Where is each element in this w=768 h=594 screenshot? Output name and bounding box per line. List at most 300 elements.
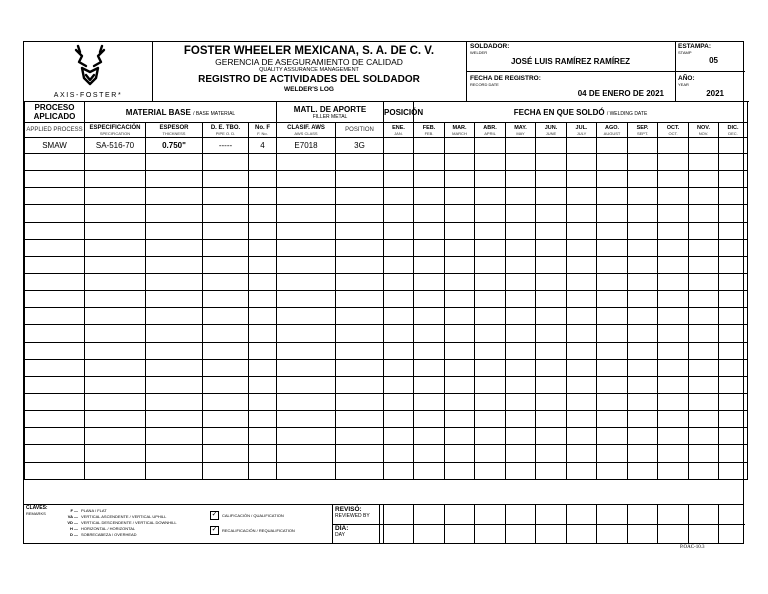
cell-aws[interactable] — [277, 256, 336, 273]
cell-f-no[interactable] — [249, 291, 277, 308]
cell-month[interactable] — [567, 308, 597, 325]
cell-month[interactable] — [628, 273, 658, 290]
cell-month[interactable] — [689, 256, 719, 273]
cell-month[interactable] — [414, 138, 445, 154]
cell-month[interactable] — [445, 205, 475, 222]
cell-month[interactable] — [719, 308, 748, 325]
cell-month[interactable] — [475, 239, 506, 256]
cell-pipe-od[interactable] — [203, 462, 249, 479]
cell-month[interactable] — [567, 342, 597, 359]
cell-thickness[interactable] — [146, 273, 203, 290]
cell-f-no[interactable] — [249, 205, 277, 222]
cell-f-no[interactable] — [249, 239, 277, 256]
cell-month[interactable] — [445, 273, 475, 290]
cell-spec[interactable] — [85, 462, 146, 479]
cell-month[interactable] — [689, 462, 719, 479]
cell-month[interactable] — [536, 428, 567, 445]
cell-position[interactable] — [336, 222, 384, 239]
cell-spec[interactable] — [85, 222, 146, 239]
cell-aws[interactable] — [277, 308, 336, 325]
cell-month[interactable] — [597, 138, 628, 154]
cell-month[interactable] — [506, 188, 536, 205]
cell-month[interactable] — [506, 359, 536, 376]
cell-month[interactable] — [719, 222, 748, 239]
cell-position[interactable] — [336, 428, 384, 445]
cell-month[interactable] — [567, 239, 597, 256]
cell-month[interactable] — [414, 273, 445, 290]
cell-pipe-od[interactable] — [203, 222, 249, 239]
cell-month[interactable] — [384, 376, 414, 393]
cell-month[interactable] — [628, 308, 658, 325]
cell-month[interactable] — [475, 308, 506, 325]
cell-month[interactable] — [597, 171, 628, 188]
cell-month[interactable] — [475, 376, 506, 393]
cell-process[interactable] — [25, 273, 85, 290]
cell-spec[interactable] — [85, 428, 146, 445]
cell-process[interactable] — [25, 308, 85, 325]
cell-month[interactable] — [689, 138, 719, 154]
cell-aws[interactable] — [277, 291, 336, 308]
cell-month[interactable] — [567, 359, 597, 376]
cell-pipe-od[interactable]: ----- — [203, 138, 249, 154]
cell-position[interactable] — [336, 256, 384, 273]
cell-month[interactable] — [475, 138, 506, 154]
cell-month[interactable] — [536, 393, 567, 410]
cell-month[interactable] — [719, 273, 748, 290]
cell-f-no[interactable] — [249, 222, 277, 239]
cell-aws[interactable] — [277, 462, 336, 479]
cell-pipe-od[interactable] — [203, 376, 249, 393]
cell-thickness[interactable] — [146, 205, 203, 222]
cell-month[interactable] — [414, 171, 445, 188]
cell-month[interactable] — [384, 188, 414, 205]
cell-month[interactable] — [658, 138, 689, 154]
cell-month[interactable] — [384, 359, 414, 376]
cell-month[interactable] — [628, 239, 658, 256]
cell-f-no[interactable] — [249, 428, 277, 445]
cell-pipe-od[interactable] — [203, 308, 249, 325]
cell-month[interactable] — [506, 411, 536, 428]
cell-month[interactable] — [597, 376, 628, 393]
cell-spec[interactable] — [85, 325, 146, 342]
cell-month[interactable] — [445, 308, 475, 325]
cell-process[interactable] — [25, 393, 85, 410]
cell-month[interactable] — [628, 462, 658, 479]
cell-process[interactable] — [25, 154, 85, 171]
cell-aws[interactable] — [277, 445, 336, 462]
cell-month[interactable] — [506, 291, 536, 308]
cell-month[interactable] — [628, 428, 658, 445]
cell-month[interactable] — [445, 325, 475, 342]
cell-month[interactable] — [628, 171, 658, 188]
cell-month[interactable] — [719, 428, 748, 445]
cell-f-no[interactable] — [249, 393, 277, 410]
cell-month[interactable] — [658, 171, 689, 188]
cell-month[interactable] — [475, 428, 506, 445]
cell-pipe-od[interactable] — [203, 256, 249, 273]
cell-month[interactable] — [475, 205, 506, 222]
cell-month[interactable] — [475, 171, 506, 188]
cell-f-no[interactable] — [249, 171, 277, 188]
cell-month[interactable] — [384, 308, 414, 325]
cell-f-no[interactable] — [249, 411, 277, 428]
cell-month[interactable] — [658, 411, 689, 428]
cell-month[interactable] — [719, 205, 748, 222]
cell-month[interactable] — [506, 154, 536, 171]
cell-month[interactable] — [445, 239, 475, 256]
cell-thickness[interactable] — [146, 376, 203, 393]
cell-process[interactable] — [25, 291, 85, 308]
cell-month[interactable] — [536, 256, 567, 273]
cell-aws[interactable] — [277, 428, 336, 445]
cell-month[interactable] — [628, 376, 658, 393]
cell-month[interactable] — [597, 188, 628, 205]
cell-month[interactable] — [414, 325, 445, 342]
cell-month[interactable] — [506, 273, 536, 290]
cell-position[interactable] — [336, 154, 384, 171]
cell-month[interactable] — [719, 138, 748, 154]
cell-pipe-od[interactable] — [203, 393, 249, 410]
cell-month[interactable] — [567, 376, 597, 393]
cell-month[interactable] — [475, 154, 506, 171]
cell-month[interactable] — [628, 222, 658, 239]
cell-month[interactable] — [628, 393, 658, 410]
cell-month[interactable] — [536, 171, 567, 188]
cell-month[interactable] — [445, 154, 475, 171]
cell-aws[interactable] — [277, 342, 336, 359]
cell-month[interactable] — [475, 256, 506, 273]
cell-month[interactable] — [658, 273, 689, 290]
cell-month[interactable] — [384, 154, 414, 171]
cell-month[interactable] — [414, 359, 445, 376]
cell-month[interactable] — [506, 222, 536, 239]
cell-thickness[interactable] — [146, 291, 203, 308]
cell-aws[interactable] — [277, 376, 336, 393]
cell-month[interactable] — [384, 393, 414, 410]
cell-month[interactable] — [414, 154, 445, 171]
cell-month[interactable] — [567, 205, 597, 222]
cell-month[interactable] — [689, 154, 719, 171]
cell-thickness[interactable] — [146, 462, 203, 479]
cell-month[interactable] — [384, 273, 414, 290]
cell-spec[interactable] — [85, 171, 146, 188]
cell-spec[interactable] — [85, 273, 146, 290]
cell-process[interactable] — [25, 256, 85, 273]
cell-month[interactable] — [567, 273, 597, 290]
cell-month[interactable] — [567, 325, 597, 342]
cell-position[interactable] — [336, 205, 384, 222]
cell-thickness[interactable]: 0.750" — [146, 138, 203, 154]
cell-month[interactable] — [689, 428, 719, 445]
cell-month[interactable] — [414, 188, 445, 205]
cell-spec[interactable] — [85, 445, 146, 462]
cell-month[interactable] — [719, 291, 748, 308]
cell-month[interactable] — [475, 291, 506, 308]
cell-month[interactable] — [597, 445, 628, 462]
cell-month[interactable] — [658, 359, 689, 376]
cell-pipe-od[interactable] — [203, 359, 249, 376]
cell-month[interactable] — [719, 154, 748, 171]
cell-process[interactable] — [25, 359, 85, 376]
cell-month[interactable] — [414, 222, 445, 239]
cell-thickness[interactable] — [146, 393, 203, 410]
cell-thickness[interactable] — [146, 222, 203, 239]
cell-month[interactable] — [536, 462, 567, 479]
cell-month[interactable] — [384, 325, 414, 342]
cell-pipe-od[interactable] — [203, 154, 249, 171]
cell-month[interactable] — [445, 376, 475, 393]
cell-month[interactable] — [597, 359, 628, 376]
cell-f-no[interactable] — [249, 256, 277, 273]
cell-process[interactable] — [25, 188, 85, 205]
cell-pipe-od[interactable] — [203, 291, 249, 308]
cell-month[interactable] — [597, 154, 628, 171]
cell-position[interactable] — [336, 291, 384, 308]
cell-pipe-od[interactable] — [203, 411, 249, 428]
cell-spec[interactable] — [85, 359, 146, 376]
cell-pipe-od[interactable] — [203, 273, 249, 290]
cell-month[interactable] — [658, 325, 689, 342]
cell-pipe-od[interactable] — [203, 445, 249, 462]
cell-month[interactable] — [628, 411, 658, 428]
cell-month[interactable] — [384, 171, 414, 188]
cell-month[interactable] — [567, 428, 597, 445]
cell-month[interactable] — [567, 411, 597, 428]
cell-spec[interactable] — [85, 154, 146, 171]
cell-spec[interactable] — [85, 342, 146, 359]
cell-month[interactable] — [597, 342, 628, 359]
cell-month[interactable] — [475, 445, 506, 462]
cell-month[interactable] — [384, 462, 414, 479]
cell-position[interactable] — [336, 376, 384, 393]
cell-pipe-od[interactable] — [203, 428, 249, 445]
cell-month[interactable] — [475, 273, 506, 290]
cell-month[interactable] — [658, 376, 689, 393]
cell-month[interactable] — [567, 154, 597, 171]
cell-month[interactable] — [628, 205, 658, 222]
cell-f-no[interactable] — [249, 154, 277, 171]
cell-spec[interactable] — [85, 411, 146, 428]
cell-month[interactable] — [475, 188, 506, 205]
cell-month[interactable] — [445, 256, 475, 273]
cell-month[interactable] — [689, 393, 719, 410]
cell-month[interactable] — [384, 222, 414, 239]
cell-month[interactable] — [445, 222, 475, 239]
cell-month[interactable] — [536, 273, 567, 290]
cell-month[interactable] — [384, 342, 414, 359]
cell-month[interactable] — [567, 393, 597, 410]
cell-month[interactable] — [475, 342, 506, 359]
cell-month[interactable] — [506, 256, 536, 273]
cell-month[interactable] — [536, 291, 567, 308]
cell-f-no[interactable] — [249, 325, 277, 342]
cell-month[interactable] — [719, 462, 748, 479]
cell-month[interactable] — [414, 308, 445, 325]
cell-month[interactable] — [628, 188, 658, 205]
cell-month[interactable] — [384, 428, 414, 445]
cell-month[interactable] — [414, 393, 445, 410]
cell-month[interactable] — [475, 393, 506, 410]
cell-month[interactable] — [445, 188, 475, 205]
cell-month[interactable] — [475, 222, 506, 239]
cell-month[interactable] — [719, 393, 748, 410]
cell-month[interactable] — [719, 376, 748, 393]
cell-month[interactable] — [597, 205, 628, 222]
cell-month[interactable] — [536, 222, 567, 239]
cell-aws[interactable] — [277, 273, 336, 290]
cell-month[interactable] — [536, 239, 567, 256]
cell-f-no[interactable] — [249, 376, 277, 393]
cell-month[interactable] — [719, 445, 748, 462]
cell-thickness[interactable] — [146, 325, 203, 342]
cell-process[interactable]: SMAW — [25, 138, 85, 154]
cell-month[interactable] — [628, 359, 658, 376]
cell-spec[interactable] — [85, 376, 146, 393]
cell-month[interactable] — [597, 273, 628, 290]
cell-month[interactable] — [536, 359, 567, 376]
cell-month[interactable] — [567, 222, 597, 239]
cell-month[interactable] — [658, 342, 689, 359]
cell-process[interactable] — [25, 411, 85, 428]
cell-aws[interactable] — [277, 411, 336, 428]
cell-month[interactable] — [536, 342, 567, 359]
cell-position[interactable] — [336, 308, 384, 325]
cell-month[interactable] — [719, 171, 748, 188]
cell-month[interactable] — [506, 171, 536, 188]
cell-pipe-od[interactable] — [203, 239, 249, 256]
cell-f-no[interactable]: 4 — [249, 138, 277, 154]
cell-month[interactable] — [689, 359, 719, 376]
cell-month[interactable] — [384, 291, 414, 308]
cell-process[interactable] — [25, 445, 85, 462]
cell-thickness[interactable] — [146, 411, 203, 428]
cell-month[interactable] — [506, 342, 536, 359]
cell-position[interactable] — [336, 273, 384, 290]
cell-month[interactable] — [445, 445, 475, 462]
cell-process[interactable] — [25, 222, 85, 239]
cell-month[interactable] — [506, 462, 536, 479]
cell-month[interactable] — [384, 239, 414, 256]
cell-month[interactable] — [658, 188, 689, 205]
cell-month[interactable] — [445, 462, 475, 479]
cell-month[interactable] — [689, 188, 719, 205]
cell-aws[interactable]: E7018 — [277, 138, 336, 154]
cell-spec[interactable] — [85, 205, 146, 222]
cell-month[interactable] — [689, 205, 719, 222]
cell-spec[interactable] — [85, 256, 146, 273]
cell-month[interactable] — [536, 445, 567, 462]
cell-month[interactable] — [384, 411, 414, 428]
cell-month[interactable] — [628, 445, 658, 462]
cell-spec[interactable] — [85, 188, 146, 205]
cell-process[interactable] — [25, 428, 85, 445]
cell-pipe-od[interactable] — [203, 188, 249, 205]
cell-month[interactable] — [536, 325, 567, 342]
cell-f-no[interactable] — [249, 273, 277, 290]
cell-spec[interactable] — [85, 308, 146, 325]
cell-month[interactable] — [567, 256, 597, 273]
cell-month[interactable] — [445, 291, 475, 308]
cell-thickness[interactable] — [146, 428, 203, 445]
cell-month[interactable] — [689, 222, 719, 239]
cell-month[interactable] — [384, 138, 414, 154]
cell-process[interactable] — [25, 376, 85, 393]
cell-month[interactable] — [689, 411, 719, 428]
cell-month[interactable] — [506, 325, 536, 342]
cell-thickness[interactable] — [146, 171, 203, 188]
cell-thickness[interactable] — [146, 308, 203, 325]
cell-month[interactable] — [536, 205, 567, 222]
cell-f-no[interactable] — [249, 359, 277, 376]
cell-month[interactable] — [628, 138, 658, 154]
cell-month[interactable] — [414, 205, 445, 222]
cell-pipe-od[interactable] — [203, 171, 249, 188]
cell-month[interactable] — [414, 376, 445, 393]
cell-spec[interactable] — [85, 291, 146, 308]
cell-month[interactable] — [445, 428, 475, 445]
cell-aws[interactable] — [277, 188, 336, 205]
cell-aws[interactable] — [277, 359, 336, 376]
cell-month[interactable] — [567, 462, 597, 479]
cell-month[interactable] — [628, 291, 658, 308]
cell-month[interactable] — [384, 256, 414, 273]
cell-month[interactable] — [658, 308, 689, 325]
cell-month[interactable] — [414, 291, 445, 308]
cell-month[interactable] — [658, 462, 689, 479]
cell-month[interactable] — [384, 205, 414, 222]
cell-month[interactable] — [719, 411, 748, 428]
cell-process[interactable] — [25, 205, 85, 222]
cell-month[interactable] — [414, 239, 445, 256]
cell-month[interactable] — [658, 154, 689, 171]
cell-month[interactable] — [536, 308, 567, 325]
cell-month[interactable] — [689, 239, 719, 256]
cell-month[interactable] — [689, 342, 719, 359]
cell-position[interactable] — [336, 411, 384, 428]
cell-month[interactable] — [719, 359, 748, 376]
cell-month[interactable] — [384, 445, 414, 462]
cell-position[interactable] — [336, 462, 384, 479]
cell-month[interactable] — [658, 393, 689, 410]
cell-position[interactable] — [336, 445, 384, 462]
cell-month[interactable] — [475, 462, 506, 479]
cell-month[interactable] — [628, 342, 658, 359]
cell-month[interactable] — [719, 342, 748, 359]
cell-month[interactable] — [475, 411, 506, 428]
cell-pipe-od[interactable] — [203, 342, 249, 359]
cell-month[interactable] — [414, 256, 445, 273]
cell-month[interactable] — [414, 445, 445, 462]
cell-spec[interactable] — [85, 393, 146, 410]
cell-month[interactable] — [597, 308, 628, 325]
cell-month[interactable] — [658, 256, 689, 273]
cell-aws[interactable] — [277, 222, 336, 239]
cell-month[interactable] — [689, 376, 719, 393]
cell-position[interactable] — [336, 239, 384, 256]
cell-month[interactable] — [506, 205, 536, 222]
cell-month[interactable] — [445, 359, 475, 376]
cell-process[interactable] — [25, 239, 85, 256]
cell-month[interactable] — [658, 205, 689, 222]
cell-month[interactable] — [719, 325, 748, 342]
cell-month[interactable] — [719, 239, 748, 256]
cell-month[interactable] — [445, 171, 475, 188]
cell-month[interactable] — [567, 188, 597, 205]
cell-f-no[interactable] — [249, 445, 277, 462]
cell-month[interactable] — [506, 393, 536, 410]
cell-month[interactable] — [597, 411, 628, 428]
cell-month[interactable] — [506, 138, 536, 154]
